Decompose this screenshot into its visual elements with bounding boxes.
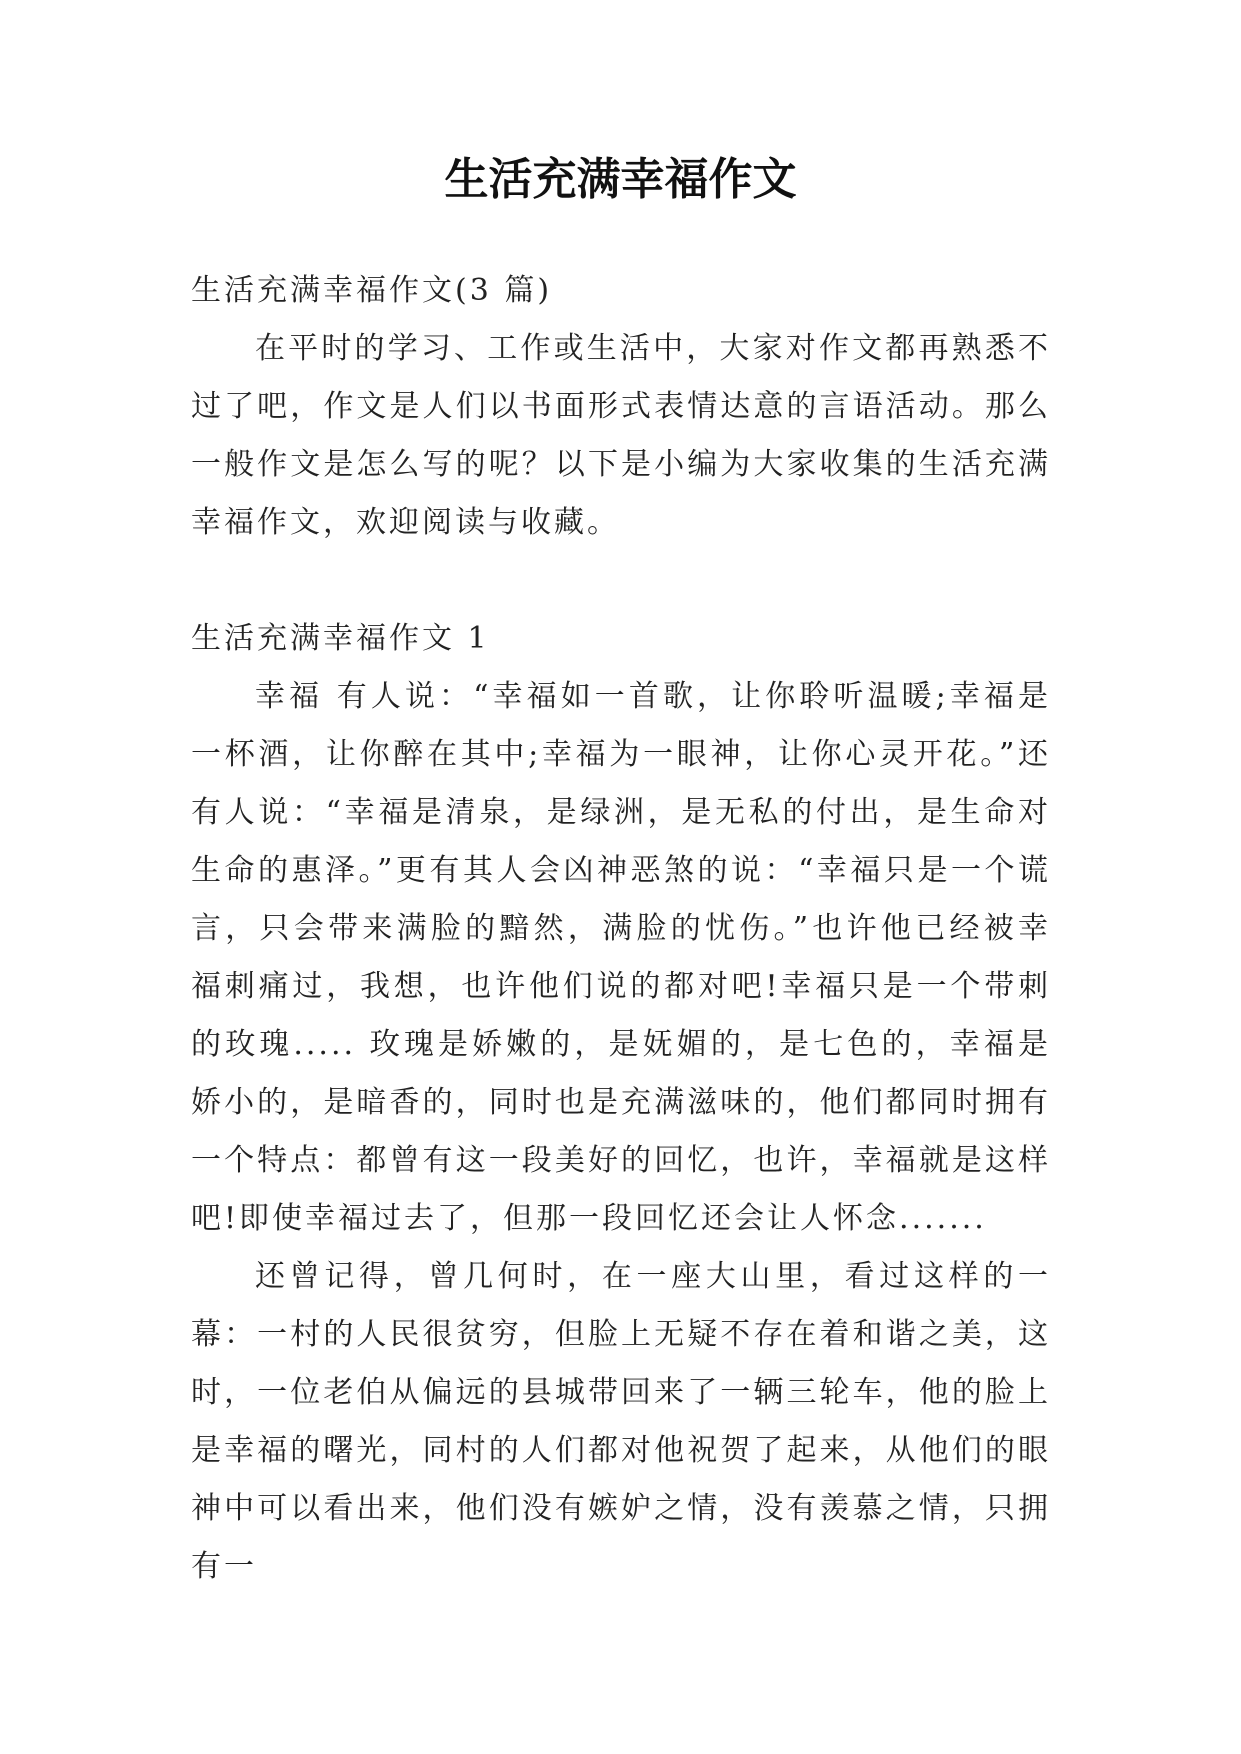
document-body — [191, 262, 1051, 1596]
section-paragraph: 幸福 有人说：“幸福如一首歌，让你聆听温暖;幸福是一杯酒，让你醉在其中;幸福为一眼神，让你心灵开花。”还有人说：“幸福是清泉，是绿洲，是无私的付出，是生命对生命的惠泽。”更有其人会凶神恶煞的说：“幸福只是一个谎言，只会带来满脸的黯然，满脸的忧伤。”也许他已经被幸福刺痛过，我想，也许他们说的都对吧!幸福只是一个带刺的玫瑰..... 玫瑰是娇嫩的，是妩媚的，是七色的，幸福是娇小的，是暗香的，同时也是充满滋味的，他们都同时拥有一个特点：都曾有这一段美好的回忆，也许，幸福就是这样吧!即使幸福过去了，但那一段回忆还会让人怀念....... — [191, 679, 1051, 1236]
intro-paragraph: 在平时的学习、工作或生活中，大家对作文都再熟悉不过了吧，作文是人们以书面形式表情达意的言语活动。那么一般作文是怎么写的呢？以下是小编为大家收集的生活充满幸福作文，欢迎阅读与收藏。 — [191, 331, 1051, 540]
section-spacer — [191, 552, 1051, 610]
document-subtitle: 生活充满幸福作文(3 篇) — [191, 273, 553, 308]
document-title: 生活充满幸福作文 — [444, 154, 797, 205]
section-paragraph: 还曾记得，曾几何时，在一座大山里，看过这样的一幕：一村的人民很贫穷，但脸上无疑不存在着和谐之美，这时，一位老伯从偏远的县城带回来了一辆三轮车，他的脸上是幸福的曙光，同村的人们都对他祝贺了起来，从他们的眼神中可以看出来，他们没有嫉妒之情，没有羡慕之情，只拥有一 — [191, 1259, 1051, 1584]
section-heading: 生活充满幸福作文 1 — [191, 621, 490, 656]
